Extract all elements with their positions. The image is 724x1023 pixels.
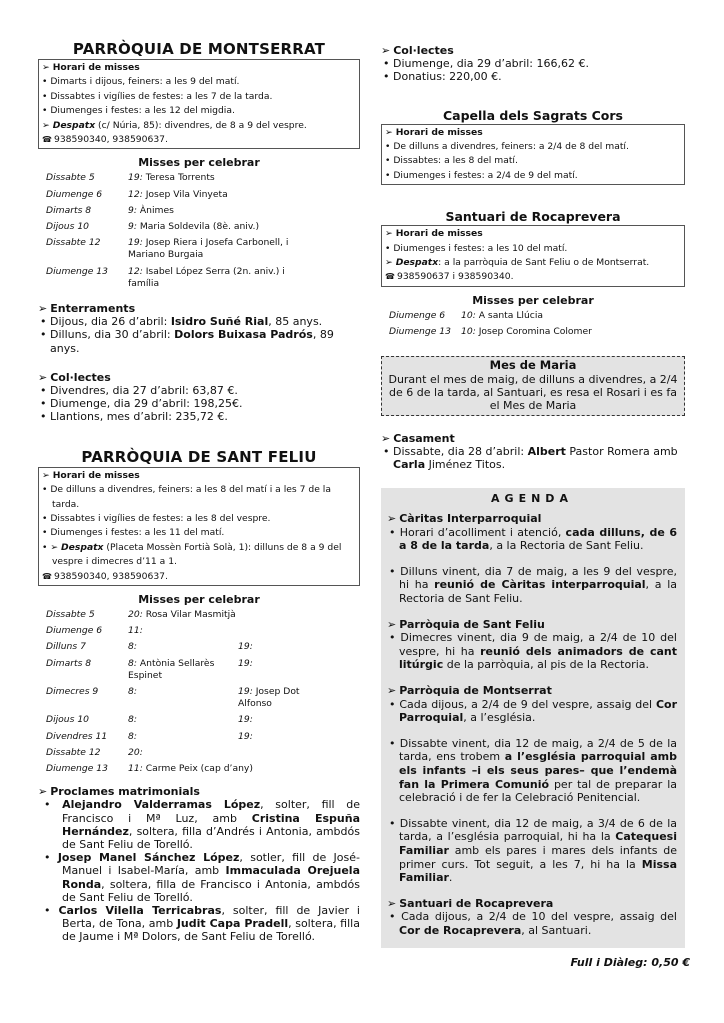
list-item: • Diumenge, dia 29 d’abril: 198,25€. — [38, 397, 360, 410]
table-row: Dissabte 5 20: Rosa Vilar Masmitjà — [46, 608, 236, 620]
table-row: Diumenge 13 11: Carme Peix (cap d’any) — [46, 762, 253, 774]
agenda-item: • Cada dijous, a 2/4 de 9 del vespre, assaig del Cor Parroquial, a l’església. — [387, 698, 677, 725]
table-row: Divendres 11 8: 19: — [46, 730, 253, 742]
schedule-item: • Dissabtes i vigílies de festes: a les 7 de la tarda. — [42, 90, 356, 104]
right-column — [381, 44, 685, 948]
schedule-item: • Diumenges i festes: a 2/4 de 9 del matí. — [385, 169, 681, 183]
office-hours: • ➢ Despatx (Placeta Mossèn Fortià Solà, 1): dilluns de 8 a 9 del vespre i dimecres d’11 a 1. — [42, 541, 356, 570]
agenda-title: AGENDA — [491, 491, 573, 505]
arrow-icon: ➢ — [50, 541, 59, 553]
burials-section: ➢ Enterraments • Dijous, dia 26 d’abril: Isidro Suñé Rial, 85 anys. • Dilluns, dia 30 d’abril: Dolors Buixasa Padrós, 89 anys. — [38, 302, 360, 355]
schedule-item: • Dimarts i dijous, feiners: a les 9 del matí. — [42, 75, 356, 89]
table-row: Dissabte 5 19: Teresa Torrents — [46, 172, 215, 184]
montserrat-schedule-box: ➢ Horari de misses • Dimarts i dijous, feiners: a les 9 del matí. • Dissabtes i vigílies de festes: a les 7 de la tarda. • Diumenges i festes: a les 12 del migdia. ➢ Despatx (c/ Núria, 85): divendres, de 8 a 9 del vespre. ☎ 938590340, 938590637. — [38, 59, 360, 149]
arrow-icon: ➢ — [42, 469, 50, 481]
arrow-icon: ➢ — [38, 370, 48, 384]
sanctuary-masses-table — [389, 310, 592, 342]
santfeliu-masses-title: Misses per celebrar — [138, 592, 260, 606]
montserrat-collections-section: ➢ Col·lectes • Divendres, dia 27 d’abril: 63,87 €. • Diumenge, dia 29 d’abril: 198,25€. • Llantions, mes d’abril: 235,72 €. — [38, 371, 360, 424]
montserrat-masses-title: Misses per celebrar — [138, 156, 260, 170]
arrow-icon: ➢ — [38, 302, 48, 316]
arrow-icon: ➢ — [42, 119, 50, 131]
list-item: • Dissabte, dia 28 d’abril: Albert Pastor Romera amb Carla Jiménez Titos. — [381, 445, 685, 471]
table-row: Dilluns 7 8: 19: — [46, 641, 253, 653]
phone-icon: ☎ — [385, 272, 395, 282]
list-item: • Dilluns, dia 30 d’abril: Dolors Buixasa Padrós, 89 anys. — [38, 328, 360, 354]
agenda-item: • Horari d’acolliment i atenció, cada dilluns, de 6 a 8 de la tarda, a la Rectoria de Sant Feliu. — [387, 526, 677, 553]
list-item: • Carlos Vilella Terricabras, solter, fill de Javier i Berta, de Tona, amb Judit Capa Pradell, soltera, filla de Jaume i Mª Dolors, de Sant Feliu de Torelló. — [38, 904, 360, 944]
office-hours: ➢ Despatx (c/ Núria, 85): divendres, de 8 a 9 del vespre. — [42, 119, 307, 131]
chapel-title: Capella dels Sagrats Cors — [442, 107, 623, 123]
list-item: • Donatius: 220,00 €. — [381, 70, 685, 83]
montserrat-title: PARRÒQUIA DE MONTSERRAT — [72, 40, 326, 58]
table-row: Dijous 10 9: Maria Soldevila (8è. aniv.) — [46, 221, 260, 233]
agenda-item: • Dilluns vinent, dia 7 de maig, a les 9 del vespre, hi ha reunió de Càritas interparroquial, a la Rectoria de Sant Feliu. — [387, 565, 677, 606]
agenda-item: • Dissabte vinent, dia 12 de maig, a 3/4 de 6 de la tarda, a l’església parroquial, hi ha la Catequesi Familiar amb els pares i mares dels infants de primer curs. Tot seguit, a les 7, hi ha la Missa Familiar. — [387, 817, 677, 885]
phone-line: ☎ 938590340, 938590637. — [42, 134, 168, 146]
arrow-icon: ➢ — [385, 126, 393, 138]
santfeliu-masses-table — [46, 609, 334, 779]
montserrat-masses-table — [46, 172, 308, 294]
arrow-icon: ➢ — [387, 617, 397, 631]
arrow-icon: ➢ — [387, 512, 397, 526]
phone-icon: ☎ — [42, 135, 52, 145]
table-row: Dimarts 8 9: Ànimes — [46, 204, 174, 216]
schedule-item: • Diumenges i festes: a les 12 del migdia. — [42, 104, 356, 118]
agenda-box: AGENDA ➢ Càritas Interparroquial • Horari d’acolliment i atenció, cada dilluns, de 6 a 8 de la tarda, a la Rectoria de Sant Feliu. • Dilluns vinent, dia 7 de maig, a les 9 del vespre, hi ha reunió de Càritas interparroquial, a la Rectoria de Sant Feliu. ➢ Parròquia de Sant Feliu • Dimecres vinent, dia 9 de maig, a 2/4 de 10 del vespre, hi ha reunió dels animadors de cant litúrgic de la parròquia, al pis de la Rectoria. ➢ Parròquia de Montserrat • Cada dijous, a 2/4 de 9 del vespre, assaig del Cor Parroquial, a l’església. • Dissabte vinent, dia 12 de maig, a 2/4 de 5 de la tarda, ens trobem a l’església parroquial amb els infants –i els seus pares– que l’endemà fan la Primera Comunió per tal de preparar la celebració i de fer la Celebració Penitencial. • Dissabte vinent, dia 12 de maig, a 3/4 de 6 de la tarda, a l’església parroquial, hi ha la Catequesi Familiar amb els pares i mares dels infants de primer curs. Tot seguit, a les 7, hi ha la Missa Familiar. ➢ Santuari de Rocaprevera • Cada dijous, a 2/4 de 10 del vespre, assaig del Cor de Rocaprevera, al Santuari. — [381, 488, 685, 948]
arrow-icon: ➢ — [387, 896, 397, 910]
table-row: Diumenge 13 10: Josep Coromina Colomer — [389, 326, 592, 338]
table-row: Dissabte 12 20: — [46, 746, 143, 758]
santfeliu-schedule-box: ➢ Horari de misses • De dilluns a divendres, feiners: a les 8 del matí i a les 7 de la tarda. • Dissabtes i vigílies de festes: a les 8 del vespre. • Diumenges i festes: a les 11 del matí. • ➢ Despatx (Placeta Mossèn Fortià Solà, 1): dilluns de 8 a 9 del vespre i dimecres d’11 a 1. ☎ 938590340, 938590637. — [38, 467, 360, 586]
table-row: Diumenge 6 10: A santa Llúcia — [389, 309, 544, 321]
arrow-icon: ➢ — [381, 431, 391, 445]
schedule-item: • Dissabtes: a les 8 del matí. — [385, 154, 681, 168]
table-row: Dissabte 12 19: Josep Riera i Josefa Carbonell, i Mariano Burgaia — [46, 237, 289, 261]
table-row: Diumenge 13 12: Isabel López Serra (2n. aniv.) i família — [46, 265, 285, 289]
arrow-icon: ➢ — [387, 684, 397, 698]
phone-line: ☎ 938590340, 938590637. — [42, 570, 168, 582]
right-collections-section: ➢ Col·lectes • Diumenge, dia 29 d’abril: 166,62 €. • Donatius: 220,00 €. — [381, 44, 685, 84]
mes-maria-box — [381, 356, 685, 416]
sanctuary-masses-title: Misses per celebrar — [472, 293, 594, 307]
arrow-icon: ➢ — [385, 228, 393, 240]
table-row: Diumenge 6 12: Josep Vila Vinyeta — [46, 188, 228, 200]
banns-section: ➢ Proclames matrimonials • Alejandro Valderramas López, solter, fill de Francisco i Mª Luz, amb Cristina Espuña Hernández, soltera, filla d’Andrés i Antonia, ambdós de Sant Feliu de Torelló. • Josep Manel Sánchez López, sotler, fill de José-Manuel i Isabel-María, amb Immaculada Orejuela Ronda, soltera, filla de Francisco i Antonia, ambdós de Sant Feliu de Torelló. • Carlos Vilella Terricabras, solter, fill de Javier i Berta, de Tona, amb Judit Capa Pradell, soltera, filla de Jaume i Mª Dolors, de Sant Feliu de Torelló. — [38, 785, 360, 943]
list-item: • Diumenge, dia 29 d’abril: 166,62 €. — [381, 57, 685, 70]
table-row: Dimecres 9 8: 19: Josep Dot Alfonso — [46, 685, 300, 710]
sanctuary-title: Santuari de Rocaprevera — [445, 209, 621, 225]
list-item: • Josep Manel Sánchez López, sotler, fill de José-Manuel i Isabel-María, amb Immaculada Orejuela Ronda, soltera, filla de Francisco i Antonia, ambdós de Sant Feliu de Torelló. — [38, 851, 360, 904]
schedule-item: • Dissabtes i vigílies de festes: a les 8 del vespre. — [42, 512, 356, 526]
agenda-item: • Dimecres vinent, dia 9 de maig, a 2/4 de 10 del vespre, hi ha reunió dels animadors de cant litúrgic de la parròquia, al pis de la Rectoria. — [387, 631, 677, 672]
agenda-item: • Cada dijous, a 2/4 de 10 del vespre, assaig del Cor de Rocaprevera, al Santuari. — [387, 910, 677, 937]
schedule-item: • Diumenges i festes: a les 11 del matí. — [42, 526, 356, 540]
price-label: Full i Diàleg: 0,50 € — [570, 956, 690, 969]
phone-line: ☎ 938590637 i 938590340. — [385, 271, 514, 283]
office-hours: ➢ Despatx: a la parròquia de Sant Feliu o de Montserrat. — [385, 257, 650, 269]
sanctuary-schedule-box: ➢ Horari de misses • Diumenges i festes: a les 10 del matí. ➢ Despatx: a la parròquia de Sant Feliu o de Montserrat. ☎ 938590637 i 938590340. — [381, 225, 685, 287]
table-row: Dijous 10 8: 19: — [46, 714, 253, 726]
chapel-schedule-box: ➢ Horari de misses • De dilluns a divendres, feiners: a 2/4 de 8 del matí. • Dissabtes: a les 8 del matí. • Diumenges i festes: a 2/4 de 9 del matí. — [381, 124, 685, 186]
mes-maria-title: Mes de Maria — [489, 358, 577, 373]
arrow-icon: ➢ — [38, 785, 48, 799]
santfeliu-title: PARRÒQUIA DE SANT FELIU — [81, 447, 317, 466]
list-item: • Alejandro Valderramas López, solter, fill de Francisco i Mª Luz, amb Cristina Espuña Hernández, soltera, filla d’Andrés i Antonia, ambdós de Sant Feliu de Torelló. — [38, 798, 360, 851]
list-item: • Dijous, dia 26 d’abril: Isidro Suñé Rial, 85 anys. — [38, 315, 360, 328]
list-item: • Divendres, dia 27 d’abril: 63,87 €. — [38, 384, 360, 397]
arrow-icon: ➢ — [42, 62, 50, 73]
schedule-item: • De dilluns a divendres, feiners: a les 8 del matí i a les 7 de la tarda. — [42, 483, 356, 512]
table-row: Diumenge 6 11: — [46, 625, 143, 637]
left-column — [38, 40, 360, 944]
arrow-icon: ➢ — [385, 257, 393, 269]
arrow-icon: ➢ — [381, 44, 391, 57]
schedule-item: • De dilluns a divendres, feiners: a 2/4 de 8 del matí. — [385, 140, 681, 154]
mes-maria-text: Durant el mes de maig, de dilluns a divendres, a 2/4 de 6 de la tarda, al Santuari, es resa el Rosari i es fa el Mes de Maria — [388, 372, 678, 413]
agenda-item: • Dissabte vinent, dia 12 de maig, a 2/4 de 5 de la tarda, ens trobem a l’església parroquial amb els infants –i els seus pares– que l’endemà fan la Primera Comunió per tal de preparar la celebració i de fer la Celebració Penitencial. — [387, 737, 677, 805]
schedule-item: • Diumenges i festes: a les 10 del matí. — [385, 242, 681, 256]
phone-icon: ☎ — [42, 571, 52, 581]
wedding-section: ➢ Casament • Dissabte, dia 28 d’abril: Albert Pastor Romera amb Carla Jiménez Titos. — [381, 432, 685, 472]
table-row: Dimarts 8 8: Antònia Sellarès Espinet 19: — [46, 657, 253, 681]
list-item: • Llantions, mes d’abril: 235,72 €. — [38, 410, 360, 423]
